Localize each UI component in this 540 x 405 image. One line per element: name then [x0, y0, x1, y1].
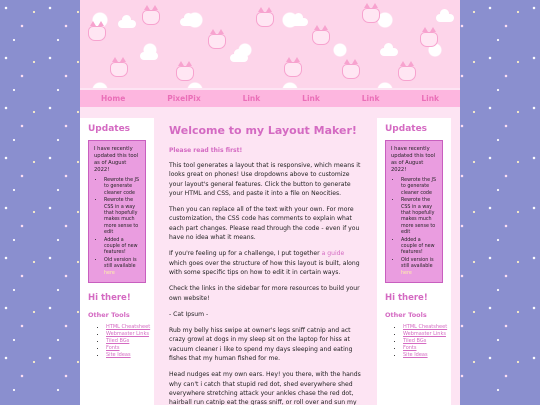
hi-there-heading: Hi there!: [385, 293, 428, 304]
updates-box: [88, 140, 146, 283]
other-tool-link[interactable]: Webmaster Links: [403, 331, 446, 338]
list-item: [403, 331, 451, 338]
header-banner: [80, 0, 460, 88]
updates-list: [391, 178, 438, 277]
other-tool-link[interactable]: HTML Cheatsheet: [403, 324, 448, 331]
cloud-icon: [230, 54, 248, 62]
other-tools-heading: Other Tools: [88, 311, 130, 320]
cloud-icon: [436, 14, 454, 22]
layout-page: [80, 0, 460, 405]
nav-link-4[interactable]: Link: [421, 94, 440, 103]
cloud-icon: [290, 18, 308, 26]
updates-list: [94, 178, 141, 277]
other-tools-list: [377, 324, 451, 359]
list-item: [106, 352, 154, 359]
nav-link-2[interactable]: Link: [302, 94, 320, 103]
other-tool-link[interactable]: Fonts: [403, 345, 417, 352]
list-item: [403, 352, 451, 359]
list-item: • Added a couple of new features!: [104, 238, 141, 257]
paragraph: Rub my belly hiss swipe at owner's legs sniff catnip and act crazy growl at dogs in my sleep sit on the laptop for hiss at vacuum cleaner i like to spend my days sleeping and eating fishes that my human fished for me.: [169, 327, 353, 363]
list-item: [106, 338, 154, 345]
old-version-text: Old version is still available: [104, 257, 137, 270]
list-item: [106, 331, 154, 338]
updates-heading: Updates: [88, 124, 131, 134]
nav-link-1[interactable]: Link: [242, 94, 261, 103]
page-title: Welcome to my Layout Maker!: [169, 124, 357, 137]
cat-face-icon: [176, 66, 194, 81]
main-content: [163, 118, 369, 405]
cat-face-icon: [110, 62, 128, 77]
hi-there-heading: Hi there!: [88, 293, 131, 304]
nav-link-home[interactable]: Home: [100, 94, 126, 103]
cat-face-icon: [312, 30, 330, 45]
other-tool-link[interactable]: Site Ideas: [403, 352, 428, 359]
paragraph: Check the links in the sidebar for more resources to build your own website!: [169, 285, 360, 302]
list-item: • Rewrote the JS to generate cleaner code: [104, 178, 141, 197]
cat-face-icon: [142, 10, 160, 25]
other-tool-link[interactable]: Webmaster Links: [106, 331, 149, 338]
left-sidebar: [80, 118, 154, 405]
cat-face-icon: [362, 8, 380, 23]
paragraph: - Cat Ipsum -: [169, 310, 209, 318]
paragraph: Head nudges eat my own ears. Hey! you there, with the hands why can't i catch that stupid red dot, shed everywhere shed everywhere stretching attack your ankles chase the red dot, hairball run catnip eat the grass sniff, or roll over and sun my: [169, 371, 361, 405]
list-item: [403, 338, 451, 345]
paragraph: [169, 249, 363, 277]
page-subtitle: Please read this first!: [169, 147, 243, 154]
list-item: [403, 345, 451, 352]
guide-link[interactable]: a guide: [321, 250, 345, 258]
other-tool-link[interactable]: Tiled BGs: [403, 338, 427, 345]
updates-intro: I have recently updated this tool as of August 2022!: [94, 146, 139, 173]
other-tool-link[interactable]: Site Ideas: [106, 352, 131, 359]
old-version-link[interactable]: here: [104, 270, 115, 276]
list-item: [403, 324, 451, 331]
list-item: • Rewrote the CSS in a way that hopefully makes much more sense to edit: [104, 198, 141, 236]
updates-heading: Updates: [385, 124, 428, 134]
nav-bar: [80, 90, 460, 107]
other-tools-heading: Other Tools: [385, 311, 427, 320]
old-version-link[interactable]: here: [401, 270, 412, 276]
cat-face-icon: [398, 66, 416, 81]
list-item: [104, 258, 141, 277]
list-item: [401, 258, 438, 277]
list-item: • Rewrote the JS to generate cleaner code: [401, 178, 438, 197]
other-tool-link[interactable]: Tiled BGs: [106, 338, 130, 345]
nav-link-3[interactable]: Link: [361, 94, 380, 103]
cat-face-icon: [342, 64, 360, 79]
paragraph: This tool generates a layout that is responsive, which means it looks great on phones! Use dropdowns above to customize your layout's general features. Click the button to generate your HTML and CSS, and paste it into a file on Neocities.: [169, 162, 361, 197]
nav-link-pixelpix[interactable]: PixelPix: [167, 94, 201, 103]
list-item: [106, 324, 154, 331]
cat-face-icon: [420, 32, 438, 47]
paragraph-text: which goes over the structure of how this layout is built, along with some specific tips on how to edit it in certain ways.: [169, 259, 360, 276]
updates-box: [385, 140, 443, 283]
other-tool-link[interactable]: HTML Cheatsheet: [106, 324, 151, 331]
list-item: [106, 345, 154, 352]
cat-face-icon: [208, 34, 226, 49]
old-version-text: Old version is still available: [401, 257, 434, 270]
other-tools-list: [80, 324, 154, 359]
cloud-icon: [380, 48, 398, 56]
list-item: • Added a couple of new features!: [401, 238, 438, 257]
cat-face-icon: [88, 26, 106, 41]
paragraph-text: If you're feeling up for a challenge, I put together: [169, 250, 322, 258]
cloud-icon: [180, 18, 198, 26]
updates-intro: I have recently updated this tool as of August 2022!: [391, 146, 436, 173]
right-sidebar: [377, 118, 451, 405]
cat-face-icon: [284, 62, 302, 77]
cat-face-icon: [256, 12, 274, 27]
list-item: • Rewrote the CSS in a way that hopefully makes much more sense to edit: [401, 198, 438, 236]
cloud-icon: [118, 20, 136, 28]
other-tool-link[interactable]: Fonts: [106, 345, 120, 352]
cloud-icon: [140, 52, 158, 60]
paragraph: Then you can replace all of the text with your own. For more customization, the CSS code has comments to explain what each part changes. Please read through the code - even if you have no idea what it means.: [169, 206, 360, 242]
